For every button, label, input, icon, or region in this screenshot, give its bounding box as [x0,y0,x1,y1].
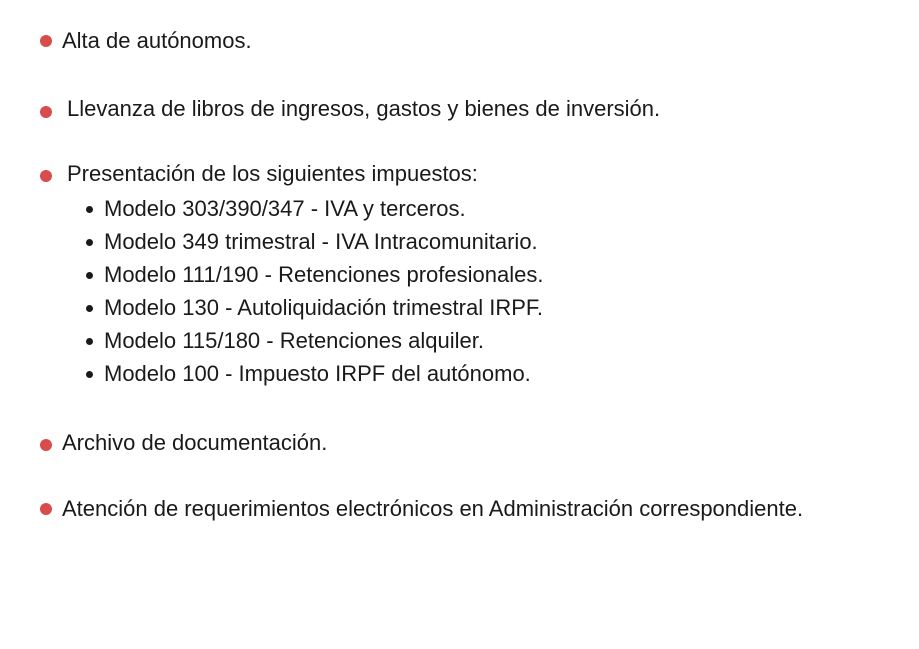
item-label: Alta de autónomos. [62,28,252,53]
bullet-dot-icon [86,371,93,378]
bullet-dot-icon [40,503,52,515]
item-label: Presentación de los siguientes impuestos: [67,161,478,186]
sublist-item-label: Modelo 130 - Autoliquidación trimestral IRPF. [104,295,543,320]
sublist-item-label: Modelo 115/180 - Retenciones alquiler. [104,328,484,353]
list-item-presentacion [40,161,478,187]
bullet-dot-icon [86,272,93,279]
bullet-dot-icon [40,106,52,118]
item-label: Archivo de documentación. [62,430,328,455]
list-item-llevanza [40,96,660,122]
list-item-alta [40,28,252,54]
sublist-item-label: Modelo 303/390/347 - IVA y terceros. [104,196,466,221]
sublist-item [104,293,543,326]
bullet-dot-icon [40,439,52,451]
sublist-item [104,227,543,260]
item-label: Atención de requerimientos electrónicos en Administración correspondiente. [62,496,804,521]
bullet-dot-icon [86,206,93,213]
bullet-dot-icon [40,170,52,182]
item-label: Llevanza de libros de ingresos, gastos y bienes de inversión. [67,96,661,121]
sublist-item [104,359,543,392]
sublist-item [104,194,543,227]
sublist-item [104,326,543,359]
bullet-dot-icon [86,338,93,345]
list-item-archivo [40,430,327,456]
bullet-dot-icon [86,305,93,312]
bullet-dot-icon [86,239,93,246]
list-item-atencion [40,496,803,522]
sublist-item-label: Modelo 100 - Impuesto IRPF del autónomo. [104,361,531,386]
sublist-item-label: Modelo 349 trimestral - IVA Intracomunitario. [104,229,538,254]
sublist-item [104,260,543,293]
bullet-dot-icon [40,35,52,47]
sublist-item-label: Modelo 111/190 - Retenciones profesionales. [104,262,544,287]
tax-models-sublist [104,194,543,392]
